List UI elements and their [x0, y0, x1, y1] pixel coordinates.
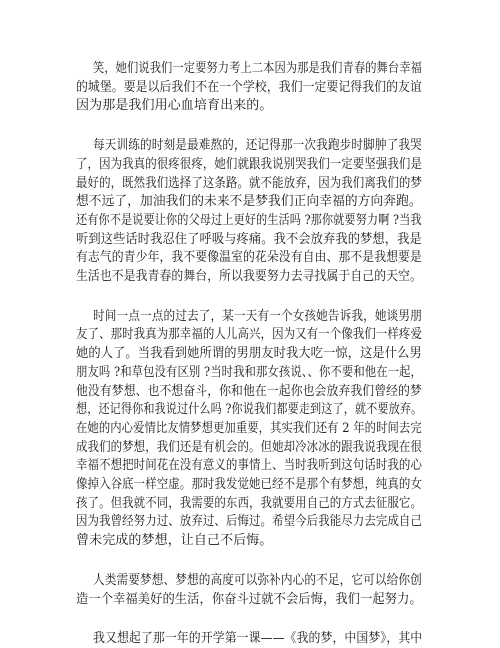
text-line: 曾未完成的梦想，让自己不后悔。: [76, 533, 273, 549]
text-line: 有志气的青少年，我不要像温室的花朵没有自由、那不是我想要是: [76, 250, 422, 266]
text-line: 孩了。但我就不同，我需要的东西，我就要用自己的方式去征服它。: [76, 495, 423, 511]
text-line: 听到这些话时我忍住了呼吸与疼痛。我不会放弃我的梦想，我是: [76, 231, 422, 247]
text-line: 每天训练的时刻是最难熬的，还记得那一次我跑步时脚肿了我哭: [93, 138, 422, 154]
text-line: 人类需要梦想、梦想的高度可以弥补内心的不足，它可以给你创: [93, 572, 422, 588]
text-line: 生活也不是我青春的舞台，所以我要努力去寻找属于自己的天空。: [76, 269, 422, 284]
text-line: 在她的内心爱情比友情梦想更加重要，其实我们还有 2 年的时间去完: [76, 420, 422, 436]
text-line: 她的人了。当我看到她所谓的男朋友时我大吃一惊，这是什么男: [76, 346, 422, 362]
text-line: 幸福不想把时间花在没有意义的事情上、当时我听到这句话时我的心: [76, 458, 423, 474]
text-line: 最好的，既然我们选择了这条路。就不能放弃，因为我们离我们的梦: [76, 175, 423, 191]
text-line: 成我们的梦想，我们还是有机会的。但她却冷冰冰的跟我说我现在很: [76, 439, 423, 455]
text-line: 还有你不是说要让你的父母过上更好的生活吗 ?那你就要努力啊 ?当我: [76, 212, 422, 228]
text-line: 时间一点一点的过去了，某一天有一个女孩她告诉我，她谈男朋: [93, 308, 422, 324]
text-line: 友了、那时我真为那幸福的人儿高兴，因为又有一个像我们一样疼爱: [76, 327, 423, 343]
text-line: 想，还记得你和我说过什么吗 ?你说我们都要走到这了，就不要放弃。: [76, 402, 423, 418]
text-line: 他没有梦想、也不想奋斗，你和他在一起你也会放弃我们曾经的梦: [76, 383, 422, 399]
text-line: 笑，她们说我们一定要努力考上二本因为那是我们青春的舞台幸福: [93, 61, 422, 76]
text-line: 我又想起了那一年的开学第一课——《我的梦，中国梦》，其中: [93, 631, 423, 647]
text-line: 因为我曾经努力过、放弃过、后悔过。希望今后我能尽力去完成自己: [76, 514, 423, 530]
text-line: 的城堡。要是以后我们不在一个学校，我们一定要记得我们的友谊: [76, 79, 422, 95]
text-line: 造一个幸福美好的生活，你奋斗过就不会后悔，我们一起努力。: [76, 591, 422, 607]
text-line: 像掉入谷底一样空虚。那时我发觉她已经不是那个有梦想，纯真的女: [76, 477, 423, 492]
text-line: 因为那是我们用心血培育出来的。: [76, 98, 273, 114]
text-line: 了，因为我真的很疼很疼，她们就跟我说别哭我们一定要坚强我们是: [76, 156, 423, 172]
text-line: 朋友吗 ?和草包没有区别 ?当时我和那女孩说、、你不要和他在一起，: [76, 364, 422, 380]
text-line: 想不远了，加油我们的未来不是梦我们正向幸福的方向奔跑。: [76, 194, 422, 210]
